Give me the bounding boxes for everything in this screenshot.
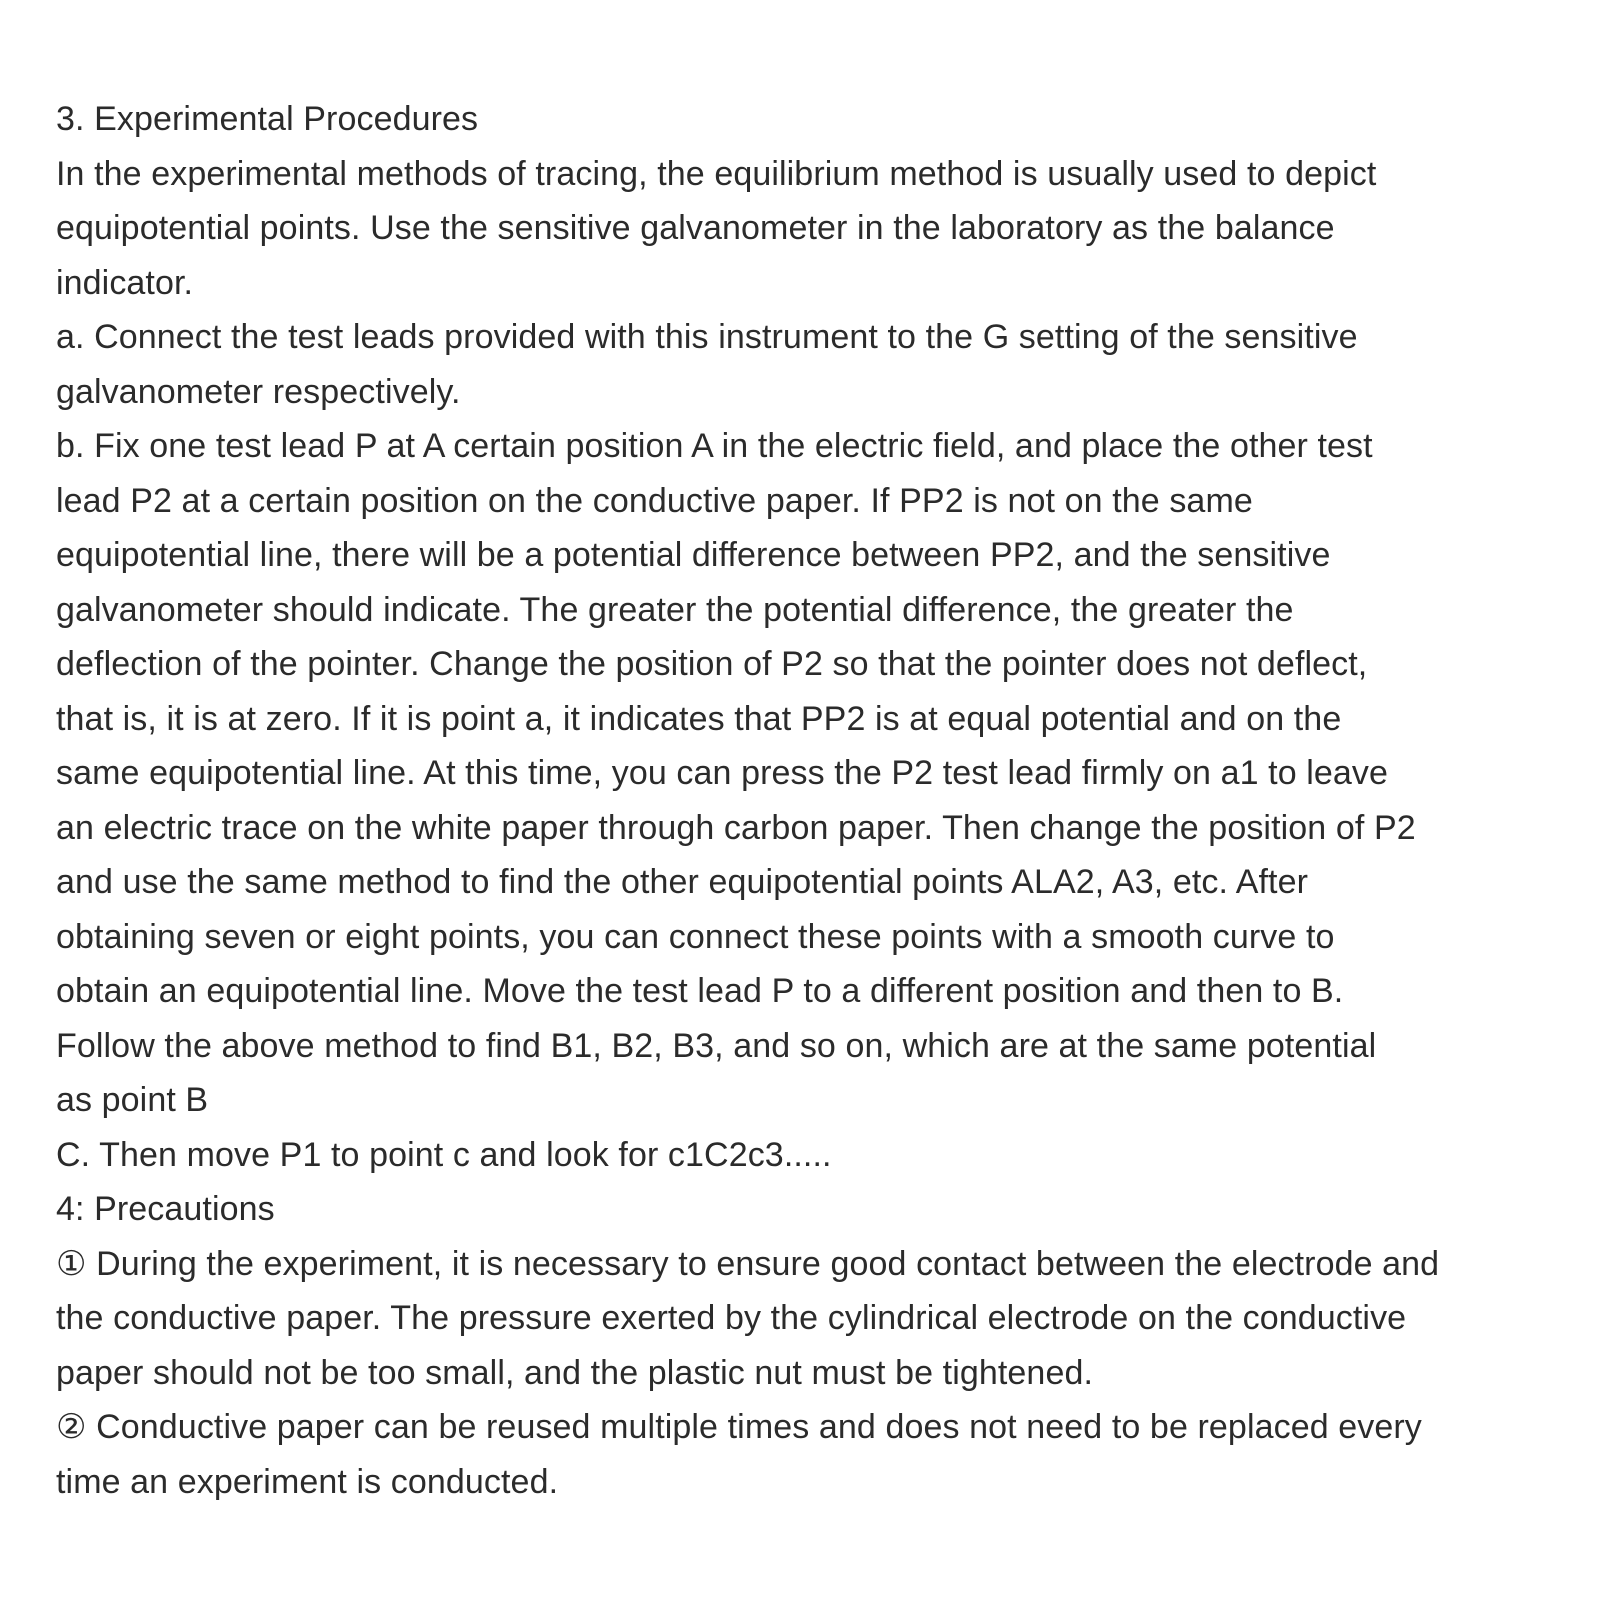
step-a-line: a. Connect the test leads provided with this instrument to the G setting of the sensitive (56, 318, 1358, 356)
section-heading-precautions: 4: Precautions (56, 1190, 275, 1228)
document-body (56, 92, 1556, 1509)
text-line: In the experimental methods of tracing, the equilibrium method is usually used to depict (56, 154, 1377, 193)
text-line: as point B (56, 1081, 209, 1119)
text-line: the conductive paper. The pressure exerted by the cylindrical electrode on the conductive (56, 1299, 1407, 1337)
text-line: obtain an equipotential line. Move the test lead P to a different position and then to B. (56, 972, 1344, 1010)
text-line: obtaining seven or eight points, you can connect these points with a smooth curve to (56, 917, 1335, 956)
text-line: same equipotential line. At this time, you can press the P2 test lead firmly on a1 to leave (56, 754, 1389, 792)
text-line: that is, it is at zero. If it is point a, it indicates that PP2 is at equal potential and on the (56, 699, 1342, 738)
text-line: deflection of the pointer. Change the position of P2 so that the pointer does not deflect, (56, 645, 1368, 683)
text-line: lead P2 at a certain position on the conductive paper. If PP2 is not on the same (56, 481, 1253, 520)
step-c-line: C. Then move P1 to point c and look for c1C2c3..... (56, 1135, 832, 1174)
precaution-2-line: ② Conductive paper can be reused multiple times and does not need to be replaced every (56, 1408, 1422, 1446)
precaution-1-line: ① During the experiment, it is necessary to ensure good contact between the electrode and (56, 1244, 1440, 1283)
text-line: equipotential points. Use the sensitive galvanometer in the laboratory as the balance (56, 209, 1335, 247)
text-line: paper should not be too small, and the plastic nut must be tightened. (56, 1353, 1094, 1392)
text-line: an electric trace on the white paper through carbon paper. Then change the position of P2 (56, 808, 1416, 847)
section-heading-procedures: 3. Experimental Procedures (56, 100, 479, 138)
text-line: Follow the above method to find B1, B2, B3, and so on, which are at the same potential (56, 1026, 1377, 1065)
text-line: galvanometer should indicate. The greater the potential difference, the greater the (56, 590, 1294, 629)
text-line: equipotential line, there will be a potential difference between PP2, and the sensitive (56, 536, 1331, 574)
text-line: time an experiment is conducted. (56, 1462, 559, 1501)
text-line: and use the same method to find the other equipotential points ALA2, A3, etc. After (56, 863, 1309, 901)
text-line: indicator. (56, 263, 194, 302)
text-line: galvanometer respectively. (56, 372, 461, 411)
step-b-line: b. Fix one test lead P at A certain position A in the electric field, and place the other test (56, 427, 1373, 465)
